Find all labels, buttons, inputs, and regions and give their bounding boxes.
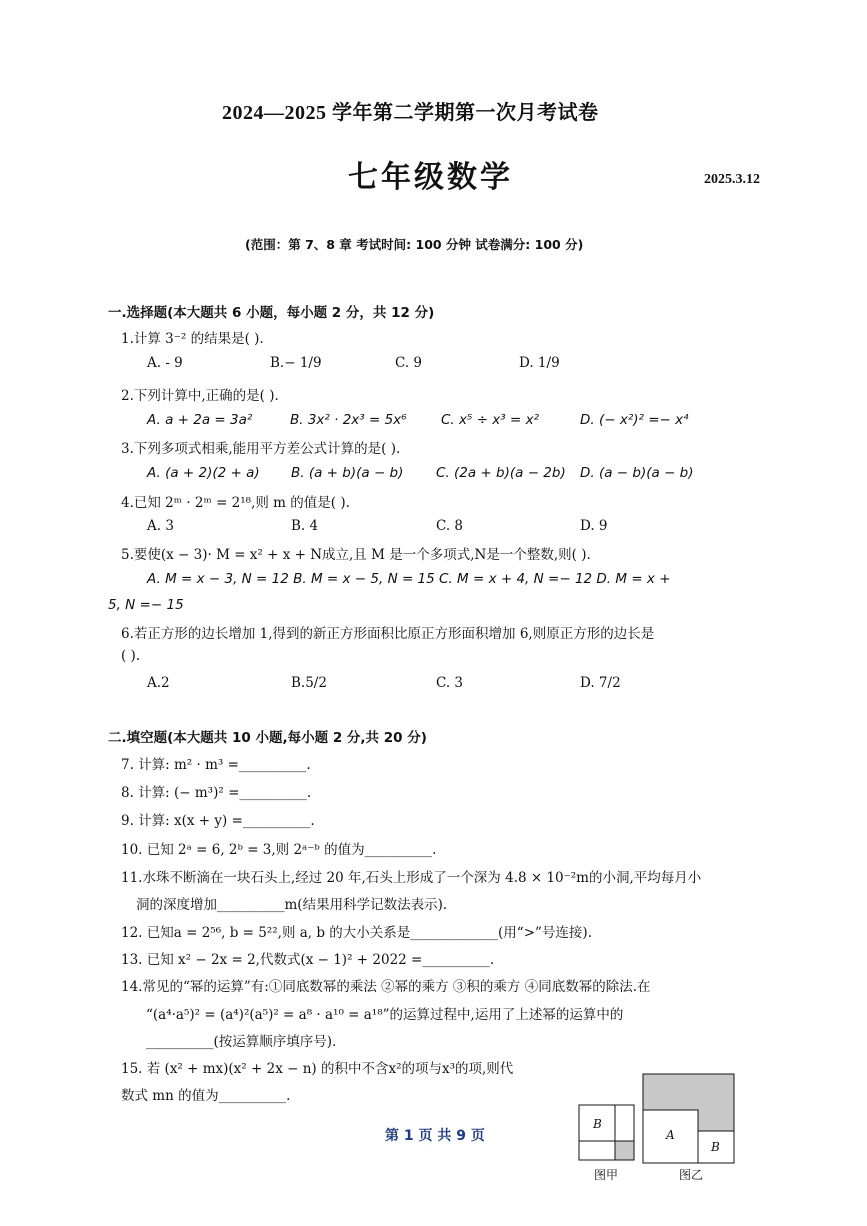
figure-yi-caption: 图乙 bbox=[679, 1168, 704, 1182]
q2-option-a: A. a + 2a = 3a² bbox=[147, 412, 253, 428]
q10: 10. 已知 2ᵃ = 6, 2ᵇ = 3,则 2ᵃ⁻ᵇ 的值为__________. bbox=[121, 842, 437, 858]
exam-title: 2024—2025 学年第二学期第一次月考试卷 bbox=[222, 102, 599, 124]
figure-jia-shade bbox=[615, 1141, 634, 1160]
q7: 7. 计算: m² · m³ =__________. bbox=[121, 757, 311, 773]
q3-option-c: C. (2a + b)(a − 2b) bbox=[436, 465, 566, 481]
q13: 13. 已知 x² − 2x = 2,代数式(x − 1)² + 2022 =__________. bbox=[121, 952, 495, 968]
q1-option-b: B.− 1/9 bbox=[270, 355, 322, 371]
q4-option-b: B. 4 bbox=[291, 518, 319, 534]
q2-option-d: D. (− x²)² =− x⁴ bbox=[580, 412, 689, 428]
q9: 9. 计算: x(x + y) =__________. bbox=[121, 813, 315, 829]
q1-stem: 1.计算 3⁻² 的结果是( ). bbox=[121, 331, 264, 347]
q6-stem-cont: ( ). bbox=[121, 648, 141, 664]
q5-options-line1: A. M = x − 3, N = 12 B. M = x − 5, N = 15 C. M = x + 4, N =− 12 D. M = x + bbox=[147, 571, 671, 587]
q4-stem: 4.已知 2ᵐ · 2ᵐ = 2¹⁸,则 m 的值是( ). bbox=[121, 495, 350, 511]
q3-stem: 3.下列多项式相乘,能用平方差公式计算的是( ). bbox=[121, 441, 401, 457]
q6-option-a: A.2 bbox=[147, 675, 170, 691]
q3-option-b: B. (a + b)(a − b) bbox=[291, 465, 404, 481]
q1-option-c: C. 9 bbox=[395, 355, 423, 371]
q12: 12. 已知a = 2⁵⁶, b = 5²²,则 a, b 的大小关系是_____________(用“>”号连接). bbox=[121, 925, 592, 941]
figure-jia bbox=[578, 1104, 636, 1162]
figure-jia-caption: 图甲 bbox=[594, 1168, 619, 1182]
figure-yi-b-label: B bbox=[711, 1140, 720, 1154]
q6-stem: 6.若正方形的边长增加 1,得到的新正方形面积比原正方形面积增加 6,则原正方形的边长是 bbox=[121, 626, 655, 642]
q4-option-c: C. 8 bbox=[436, 518, 464, 534]
q2-option-c: C. x⁵ ÷ x³ = x² bbox=[441, 412, 540, 428]
section2-heading: 二.填空题(本大题共 10 小题,每小题 2 分,共 20 分) bbox=[108, 730, 427, 746]
q6-option-c: C. 3 bbox=[436, 675, 464, 691]
subject-title: 七年级数学 bbox=[348, 160, 513, 195]
q15-line1: 15. 若 (x² + mx)(x² + 2x − n) 的积中不含x²的项与x³的项,则代 bbox=[121, 1061, 514, 1077]
q14-line2: “(a⁴·a⁵)² = (a⁴)²(a⁵)² = a⁸ · a¹⁰ = a¹⁸”的运算过程中,运用了上述幂的运算中的 bbox=[146, 1007, 624, 1023]
figure-jia-b-label: B bbox=[593, 1117, 602, 1131]
page-footer: 第 1 页 共 9 页 bbox=[385, 1128, 485, 1144]
section1-heading: 一.选择题(本大题共 6 小题，每小题 2 分，共 12 分) bbox=[108, 305, 435, 321]
q11-line2: 洞的深度增加__________m(结果用科学记数法表示). bbox=[136, 897, 448, 913]
q6-option-b: B.5/2 bbox=[291, 675, 327, 691]
q1-option-d: D. 1/9 bbox=[519, 355, 560, 371]
q2-stem: 2.下列计算中,正确的是( ). bbox=[121, 388, 279, 404]
q4-option-d: D. 9 bbox=[580, 518, 608, 534]
figure-yi-a-label: A bbox=[666, 1128, 675, 1142]
q6-option-d: D. 7/2 bbox=[580, 675, 621, 691]
figure-yi bbox=[642, 1073, 736, 1165]
q1-option-a: A. - 9 bbox=[147, 355, 183, 371]
exam-range: (范围：第 7、8 章 考试时间: 100 分钟 试卷满分: 100 分) bbox=[245, 237, 584, 252]
q3-option-a: A. (a + 2)(2 + a) bbox=[147, 465, 260, 481]
q5-stem: 5.要使(x − 3)· M = x² + x + N成立,且 M 是一个多项式,N是一个整数,则( ). bbox=[121, 547, 591, 563]
q4-option-a: A. 3 bbox=[147, 518, 174, 534]
q3-option-d: D. (a − b)(a − b) bbox=[580, 465, 694, 481]
q14-line1: 14.常见的“幂的运算”有:①同底数幂的乘法 ②幂的乘方 ③积的乘方 ④同底数幂的除法.在 bbox=[121, 979, 651, 995]
q11-line1: 11.水珠不断滴在一块石头上,经过 20 年,石头上形成了一个深为 4.8 × 10⁻²m的小洞,平均每月小 bbox=[121, 870, 702, 886]
exam-date: 2025.3.12 bbox=[704, 172, 760, 187]
q5-options-line2: 5, N =− 15 bbox=[108, 597, 184, 613]
q14-line3: __________(按运算顺序填序号). bbox=[146, 1034, 337, 1050]
q15-line2: 数式 mn 的值为__________. bbox=[121, 1088, 291, 1104]
q8: 8. 计算: (− m³)² =__________. bbox=[121, 785, 312, 801]
q2-option-b: B. 3x² · 2x³ = 5x⁶ bbox=[290, 412, 407, 428]
